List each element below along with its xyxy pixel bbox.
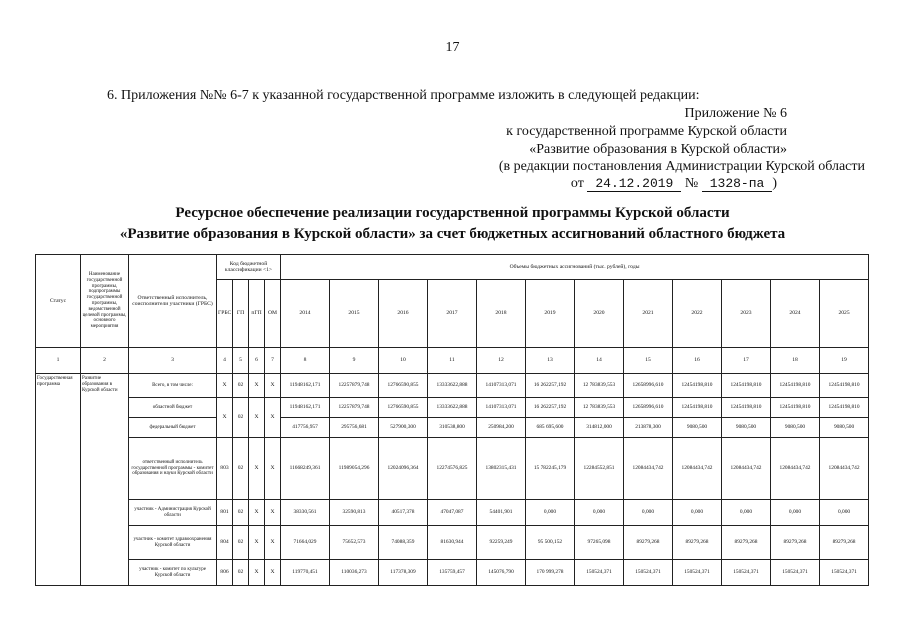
code-cell-om: X — [265, 560, 281, 586]
executor-cell: участник - комитет здравоохранения Курской области — [129, 526, 217, 560]
value-cell: 12766590,855 — [379, 398, 428, 418]
code-cell-gp: 02 — [233, 526, 249, 560]
value-cell: 150524,371 — [624, 560, 673, 586]
value-cell: 12084434,742 — [673, 438, 722, 500]
value-cell: 11668249,361 — [281, 438, 330, 500]
value-cell: 38330,561 — [281, 500, 330, 526]
value-cell: 12454198,810 — [820, 374, 869, 398]
value-cell: 150524,371 — [673, 560, 722, 586]
appendix-title: Приложение № 6 — [684, 106, 787, 121]
column-number: 10 — [379, 348, 428, 374]
value-cell: 12454198,810 — [722, 374, 771, 398]
table-row — [36, 418, 869, 438]
value-cell: 0,000 — [673, 500, 722, 526]
table-row — [36, 438, 869, 500]
executor-cell: участник - Администрация Курской области — [129, 500, 217, 526]
column-number: 5 — [233, 348, 249, 374]
column-number: 17 — [722, 348, 771, 374]
column-number: 6 — [249, 348, 265, 374]
table-row — [36, 500, 869, 526]
header-grbs: ГРБС — [217, 280, 233, 348]
column-number: 15 — [624, 348, 673, 374]
value-cell: 95 500,152 — [526, 526, 575, 560]
value-cell: 150524,371 — [771, 560, 820, 586]
column-number: 3 — [129, 348, 217, 374]
value-cell: 15 782245,179 — [526, 438, 575, 500]
value-cell: 12084434,742 — [624, 438, 673, 500]
code-cell-om: X — [265, 438, 281, 500]
value-cell: 81630,944 — [428, 526, 477, 560]
value-cell: 295756,681 — [330, 418, 379, 438]
header-executor: Ответственный исполнитель, соисполнители участники (ГРБС) — [129, 255, 217, 348]
header-year: 2014 — [281, 280, 330, 348]
program-name-cell: Развитие образования в Курской области — [81, 374, 129, 586]
value-cell: 11948162,171 — [281, 374, 330, 398]
value-cell: 150524,371 — [575, 560, 624, 586]
header-code-group: Код бюджетной классификации <1> — [217, 255, 281, 280]
column-number: 8 — [281, 348, 330, 374]
value-cell: 89279,268 — [771, 526, 820, 560]
code-cell-grbs: 806 — [217, 560, 233, 586]
header-pgp: пГП — [249, 280, 265, 348]
value-cell: 89279,268 — [624, 526, 673, 560]
header-year: 2019 — [526, 280, 575, 348]
value-cell: 71664,029 — [281, 526, 330, 560]
status-cell: Государственная программа — [36, 374, 81, 586]
header-year: 2015 — [330, 280, 379, 348]
value-cell: 12084434,742 — [722, 438, 771, 500]
header-year: 2022 — [673, 280, 722, 348]
value-cell: 117378,309 — [379, 560, 428, 586]
decree-number-sign: № — [684, 176, 699, 191]
code-cell-grbs: 804 — [217, 526, 233, 560]
code-cell-pgp: X — [249, 374, 265, 398]
value-cell: 54401,901 — [477, 500, 526, 526]
value-cell: 145076,790 — [477, 560, 526, 586]
code-cell-pgp: X — [249, 398, 265, 438]
value-cell: 12454198,810 — [771, 398, 820, 418]
code-cell-pgp: X — [249, 526, 265, 560]
value-cell: 12658996,610 — [624, 374, 673, 398]
code-cell-gp: 02 — [233, 500, 249, 526]
value-cell: 12454198,810 — [820, 398, 869, 418]
value-cell: 135759,457 — [428, 560, 477, 586]
value-cell: 12454198,810 — [673, 374, 722, 398]
code-cell-pgp: X — [249, 438, 265, 500]
value-cell: 13802315,431 — [477, 438, 526, 500]
value-cell: 170 999,278 — [526, 560, 575, 586]
value-cell: 310538,800 — [428, 418, 477, 438]
value-cell: 12 783839,553 — [575, 398, 624, 418]
value-cell: 12257879,748 — [330, 374, 379, 398]
executor-cell: Всего, в том числе: — [129, 374, 217, 398]
code-cell-grbs: 803 — [217, 438, 233, 500]
value-cell: 12084434,742 — [820, 438, 869, 500]
value-cell: 0,000 — [771, 500, 820, 526]
value-cell: 9080,500 — [820, 418, 869, 438]
value-cell: 47047,087 — [428, 500, 477, 526]
table-row — [36, 526, 869, 560]
code-cell-gp: 02 — [233, 374, 249, 398]
column-number-row — [36, 348, 869, 374]
appendix-line-3: (в редакции постановления Администрации Курской области — [498, 159, 865, 174]
code-cell-om: X — [265, 526, 281, 560]
column-number: 1 — [36, 348, 81, 374]
value-cell: 16 262257,192 — [526, 398, 575, 418]
page-number: 17 — [445, 40, 460, 55]
code-cell-gp: 02 — [233, 438, 249, 500]
executor-cell: областной бюджет — [129, 398, 217, 418]
appendix-line-1: к государственной программе Курской области — [506, 124, 787, 139]
table-row — [36, 374, 869, 398]
value-cell: 250984,200 — [477, 418, 526, 438]
value-cell: 150524,371 — [820, 560, 869, 586]
value-cell: 13333622,888 — [428, 398, 477, 418]
column-number: 7 — [265, 348, 281, 374]
value-cell: 12084434,742 — [771, 438, 820, 500]
code-cell-om: X — [265, 500, 281, 526]
value-cell: 417756,957 — [281, 418, 330, 438]
value-cell: 9080,500 — [722, 418, 771, 438]
value-cell: 12274576,825 — [428, 438, 477, 500]
code-cell-grbs: 801 — [217, 500, 233, 526]
value-cell: 12024096,364 — [379, 438, 428, 500]
value-cell: 527900,300 — [379, 418, 428, 438]
header-year: 2023 — [722, 280, 771, 348]
header-volume-group: Объемы бюджетных ассигнований (тыс. рублей), годы — [281, 255, 869, 280]
value-cell: 0,000 — [575, 500, 624, 526]
document-title-line-2: «Развитие образования в Курской области» за счет бюджетных ассигнований областного бюджета — [119, 226, 786, 242]
header-status: Статус — [36, 255, 81, 348]
value-cell: 0,000 — [624, 500, 673, 526]
value-cell: 12257879,748 — [330, 398, 379, 418]
column-number: 2 — [81, 348, 129, 374]
decree-date: 24.12.2019 — [587, 176, 681, 192]
value-cell: 11948162,171 — [281, 398, 330, 418]
executor-cell: ответственный исполнитель государственной программы - комитет образования и науки Курской области — [129, 438, 217, 500]
table-row — [36, 560, 869, 586]
value-cell: 14107313,071 — [477, 374, 526, 398]
value-cell: 75652,573 — [330, 526, 379, 560]
header-year: 2017 — [428, 280, 477, 348]
value-cell: 40517,378 — [379, 500, 428, 526]
header-year: 2016 — [379, 280, 428, 348]
code-cell-gp: 02 — [233, 560, 249, 586]
code-cell-om: X — [265, 374, 281, 398]
value-cell: 11989054,296 — [330, 438, 379, 500]
column-number: 19 — [820, 348, 869, 374]
header-year: 2025 — [820, 280, 869, 348]
value-cell: 0,000 — [526, 500, 575, 526]
appendix-line-4 — [571, 176, 777, 192]
value-cell: 12766590,855 — [379, 374, 428, 398]
column-number: 4 — [217, 348, 233, 374]
value-cell: 12454198,810 — [673, 398, 722, 418]
value-cell: 119770,451 — [281, 560, 330, 586]
resource-table — [35, 254, 869, 586]
value-cell: 0,000 — [820, 500, 869, 526]
column-number: 12 — [477, 348, 526, 374]
value-cell: 150524,371 — [722, 560, 771, 586]
intro-text: 6. Приложения №№ 6-7 к указанной государственной программе изложить в следующей редакции: — [107, 88, 700, 103]
value-cell: 9080,500 — [673, 418, 722, 438]
header-name: Наименование государственной программы, подпрограммы государственной программы, ведомственной целевой программы, основного мероприятия — [81, 255, 129, 348]
value-cell: 110036,273 — [330, 560, 379, 586]
header-year: 2021 — [624, 280, 673, 348]
executor-cell: участник - комитет по культуре Курской области — [129, 560, 217, 586]
code-cell-grbs: X — [217, 398, 233, 438]
header-gp: ГП — [233, 280, 249, 348]
value-cell: 685 695,600 — [526, 418, 575, 438]
value-cell: 314812,000 — [575, 418, 624, 438]
code-cell-pgp: X — [249, 560, 265, 586]
value-cell: 32590,813 — [330, 500, 379, 526]
appendix-line-2: «Развитие образования в Курской области» — [529, 142, 787, 157]
value-cell: 12284552,851 — [575, 438, 624, 500]
appendix-from: от — [570, 176, 584, 191]
value-cell: 92259,249 — [477, 526, 526, 560]
table-row — [36, 398, 869, 418]
value-cell: 16 262257,192 — [526, 374, 575, 398]
value-cell: 14107313,071 — [477, 398, 526, 418]
value-cell: 12 783839,553 — [575, 374, 624, 398]
code-cell-om: X — [265, 398, 281, 438]
column-number: 16 — [673, 348, 722, 374]
column-number: 9 — [330, 348, 379, 374]
column-number: 11 — [428, 348, 477, 374]
header-year: 2024 — [771, 280, 820, 348]
document-title-line-1: Ресурсное обеспечение реализации государственной программы Курской области — [175, 205, 730, 221]
value-cell: 89279,268 — [820, 526, 869, 560]
code-cell-grbs: X — [217, 374, 233, 398]
column-number: 13 — [526, 348, 575, 374]
header-om: ОМ — [265, 280, 281, 348]
header-year: 2018 — [477, 280, 526, 348]
value-cell: 13333622,888 — [428, 374, 477, 398]
value-cell: 97265,098 — [575, 526, 624, 560]
code-cell-gp: 02 — [233, 398, 249, 438]
value-cell: 0,000 — [722, 500, 771, 526]
executor-cell: федеральный бюджет — [129, 418, 217, 438]
column-number: 18 — [771, 348, 820, 374]
decree-number: 1328-па — [702, 176, 773, 192]
value-cell: 74088,359 — [379, 526, 428, 560]
value-cell: 12454198,810 — [771, 374, 820, 398]
column-number: 14 — [575, 348, 624, 374]
value-cell: 12658996,610 — [624, 398, 673, 418]
value-cell: 213878,300 — [624, 418, 673, 438]
value-cell: 89279,268 — [722, 526, 771, 560]
value-cell: 9080,500 — [771, 418, 820, 438]
value-cell: 12454198,810 — [722, 398, 771, 418]
appendix-close-paren: ) — [772, 176, 777, 191]
code-cell-pgp: X — [249, 500, 265, 526]
value-cell: 89279,268 — [673, 526, 722, 560]
header-year: 2020 — [575, 280, 624, 348]
